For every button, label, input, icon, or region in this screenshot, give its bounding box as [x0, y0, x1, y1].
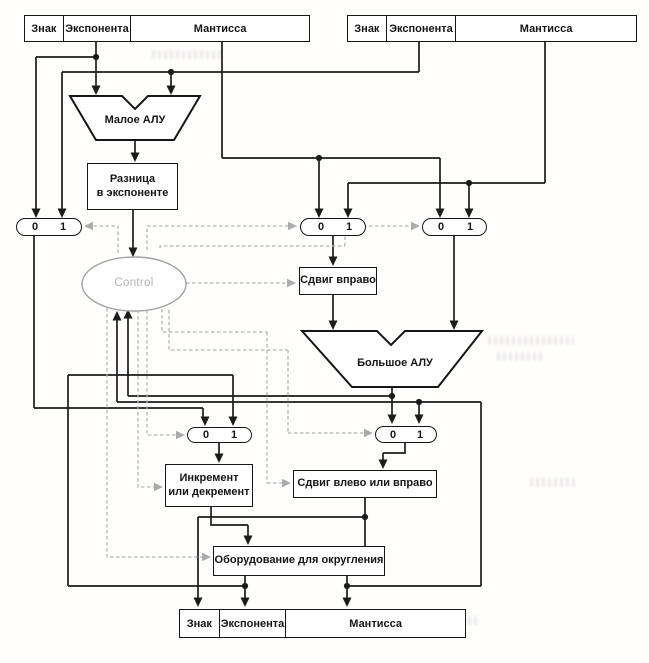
register-a-exponent-field: Экспонента — [63, 16, 131, 41]
result-exponent-field: Экспонента — [219, 610, 286, 637]
exponent-difference-line1: Разница — [109, 172, 156, 185]
mux-mantissa-a-select — [300, 218, 366, 236]
increment-decrement-box — [165, 464, 253, 507]
register-b-mantissa-field: Мантисса — [455, 16, 636, 41]
increment-decrement-line2: или декремент — [168, 485, 250, 498]
register-a-sign-field: Знак — [31, 22, 57, 35]
big-alu-label: Большое АЛУ — [357, 357, 433, 369]
mux-input-0-label: 0 — [389, 428, 397, 441]
result-sign-field: Знак — [186, 617, 212, 630]
mux-input-0-label: 0 — [202, 428, 210, 441]
result-mantissa-field: Мантисса — [285, 610, 465, 637]
mux-input-0-label: 0 — [317, 220, 325, 233]
exponent-difference-box — [87, 163, 178, 210]
mux-exponent-select — [16, 218, 82, 236]
shift-right-box: Сдвиг вправо — [299, 267, 377, 295]
register-b-sign-field: Знак — [354, 22, 380, 35]
register-result — [179, 609, 466, 638]
mux-mantissa-b-select — [422, 218, 487, 236]
rounding-hardware-box: Оборудование для округления — [213, 546, 385, 576]
register-operand-a — [24, 15, 310, 42]
mux-input-1-label: 1 — [416, 428, 424, 441]
mux-input-1-label: 1 — [466, 220, 474, 233]
mux-input-1-label: 1 — [59, 220, 67, 233]
control-label: Control — [114, 277, 154, 289]
mux-input-1-label: 1 — [345, 220, 353, 233]
register-b-exponent-field: Экспонента — [386, 16, 456, 41]
shift-left-right-box: Сдвиг влево или вправо — [293, 470, 437, 498]
mux-exponent-update — [187, 427, 252, 443]
small-alu-label: Малое АЛУ — [104, 114, 166, 126]
register-operand-b — [347, 15, 637, 42]
exponent-difference-line2: в экспоненте — [96, 186, 169, 199]
increment-decrement-line1: Инкремент — [179, 471, 239, 484]
mux-input-1-label: 1 — [230, 428, 238, 441]
mux-input-0-label: 0 — [437, 220, 445, 233]
mux-normalize-feedback — [375, 426, 437, 443]
mux-input-0-label: 0 — [31, 220, 39, 233]
register-a-mantissa-field: Мантисса — [130, 16, 309, 41]
